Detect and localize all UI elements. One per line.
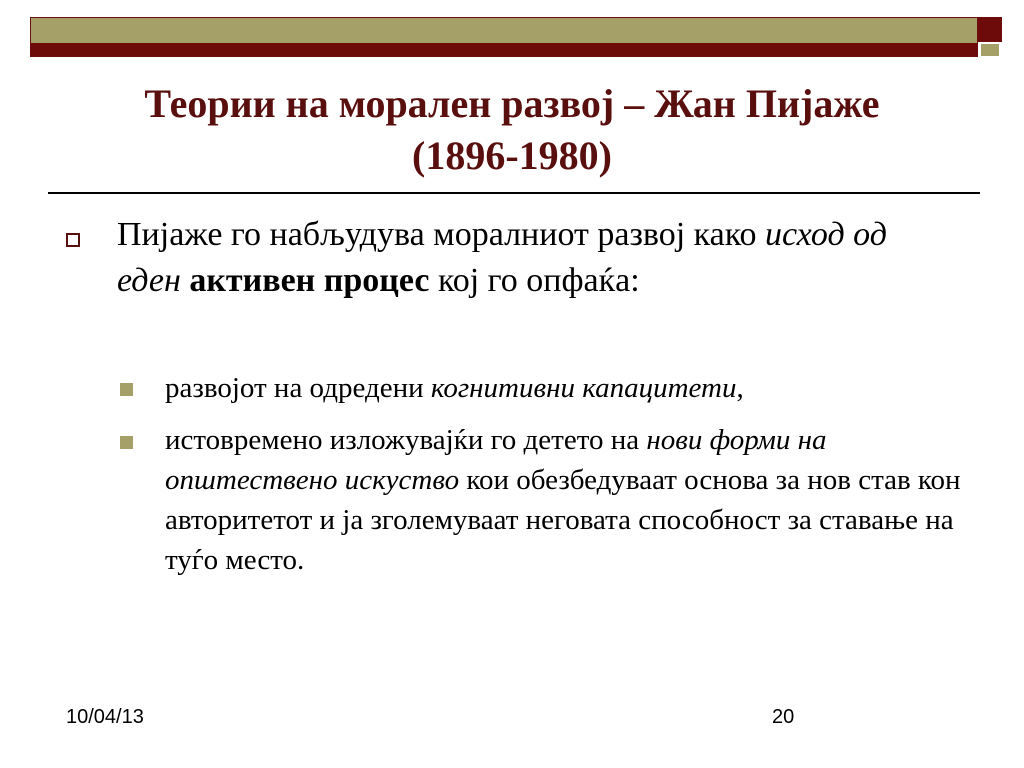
- hollow-square-bullet-icon: [66, 233, 80, 247]
- title-line-2: (1896-1980): [412, 133, 612, 178]
- header-maroon-stripe: [31, 43, 977, 56]
- header-decoration-bar: [30, 17, 978, 57]
- title-divider: [48, 192, 980, 194]
- corner-olive-block: [978, 42, 1002, 56]
- corner-maroon-block: [978, 17, 1002, 42]
- sub-bullet-1-text: развојот на одредени когнитивни капацитети,: [165, 372, 744, 404]
- sub-bullet-2-text: истовремено изложувајќи го детето на нови форми на општествено искуство кои обезбедуваат основа за нов став кон авторитетот и ја зголемуваат неговата способност за ставање на туѓо место.: [165, 424, 961, 576]
- footer-date: 10/04/13: [66, 706, 144, 728]
- page-number: 20: [772, 706, 795, 728]
- bullet-main-text: Пијаже го набљудува моралниот развој како исход од еден активен процес кој го опфаќа:: [117, 216, 887, 299]
- square-bullet-icon: [120, 383, 133, 396]
- title-line-1: Теории на морален развој – Жан Пијаже: [144, 81, 880, 126]
- header-olive-stripe: [31, 18, 977, 43]
- square-bullet-icon: [120, 436, 133, 449]
- slide-title: [40, 78, 984, 182]
